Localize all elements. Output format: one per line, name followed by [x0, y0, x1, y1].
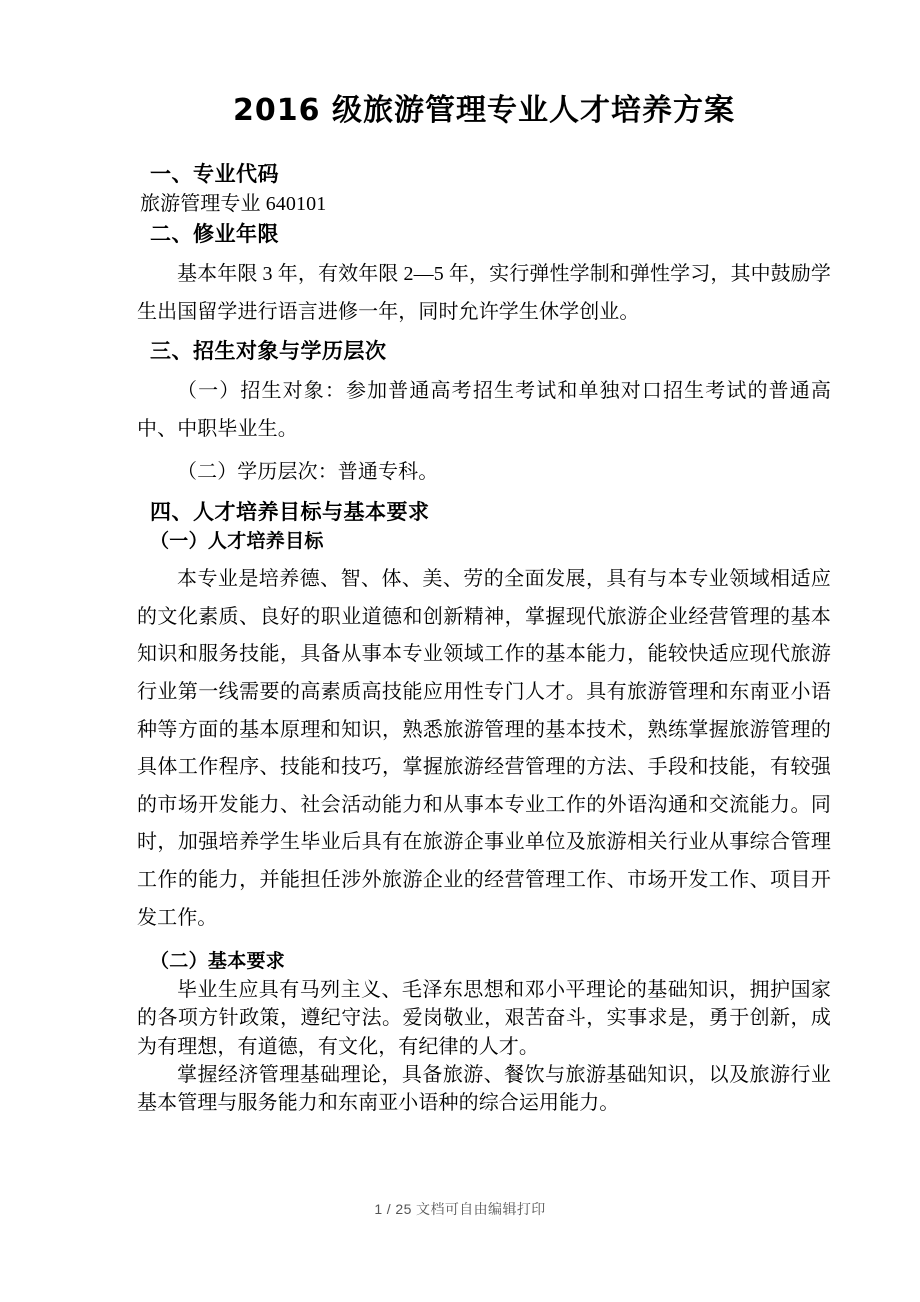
heading-section-4-sub-1: （一）人才培养目标 — [150, 529, 324, 552]
body-section-2: 基本年限 3 年，有效年限 2—5 年，实行弹性学制和弹性学习，其中鼓励学生出国留学进行语言进修一年，同时允许学生休学创业。 — [137, 263, 831, 323]
body-section-3-item-2: （二）学历层次：普通专科。 — [177, 461, 439, 484]
heading-section-2: 二、修业年限 — [150, 222, 279, 247]
body-section-4-sub-1: 本专业是培养德、智、体、美、劳的全面发展，具有与本专业领域相适应的文化素质、良好的职业道德和创新精神，掌握现代旅游企业经营管理的基本知识和服务技能，具备从事本专业领域工作的基本能力，能较快适应现代旅游行业第一线需要的高素质高技能应用性专门人才。具有旅游管理和东南亚小语种等方面的基本原理和知识，熟悉旅游管理的基本技术，熟练掌握旅游管理的具体工作程序、技能和技巧，掌握旅游经营管理的方法、手段和技能，有较强的市场开发能力、社会活动能力和从事本专业工作的外语沟通和交流能力。同时，加强培养学生毕业后具有在旅游企事业单位及旅游相关行业从事综合管理工作的能力，并能担任涉外旅游企业的经营管理工作、市场开发工作、项目开发工作。 — [137, 568, 831, 929]
document-content — [137, 0, 831, 1118]
spacer — [137, 130, 831, 160]
page-title: 2016 级旅游管理专业人才培养方案 — [233, 93, 735, 128]
heading-section-3: 三、招生对象与学历层次 — [150, 339, 387, 364]
body-section-3-item-1: （一）招生对象：参加普通高考招生考试和单独对口招生考试的普通高中、中职毕业生。 — [137, 380, 831, 440]
body-section-4-sub-2-para-1: 毕业生应具有马列主义、毛泽东思想和邓小平理论的基础知识，拥护国家的各项方针政策，遵纪守法。爱岗敬业，艰苦奋斗，实事求是，勇于创新，成为有理想，有道德，有文化，有纪律的人才。 — [137, 978, 831, 1058]
heading-section-4: 四、人才培养目标与基本要求 — [150, 499, 430, 524]
heading-section-4-sub-2: （二）基本要求 — [150, 950, 286, 973]
heading-section-1: 一、专业代码 — [150, 161, 279, 186]
page-footer: 1 / 25 文档可自由编辑打印 — [374, 1201, 546, 1217]
body-section-4-sub-2-para-2: 掌握经济管理基础理论，具备旅游、餐饮与旅游基础知识，以及旅游行业基本管理与服务能力和东南亚小语种的综合运用能力。 — [137, 1063, 831, 1115]
body-section-1: 旅游管理专业 640101 — [140, 193, 327, 216]
spacer — [137, 937, 831, 948]
